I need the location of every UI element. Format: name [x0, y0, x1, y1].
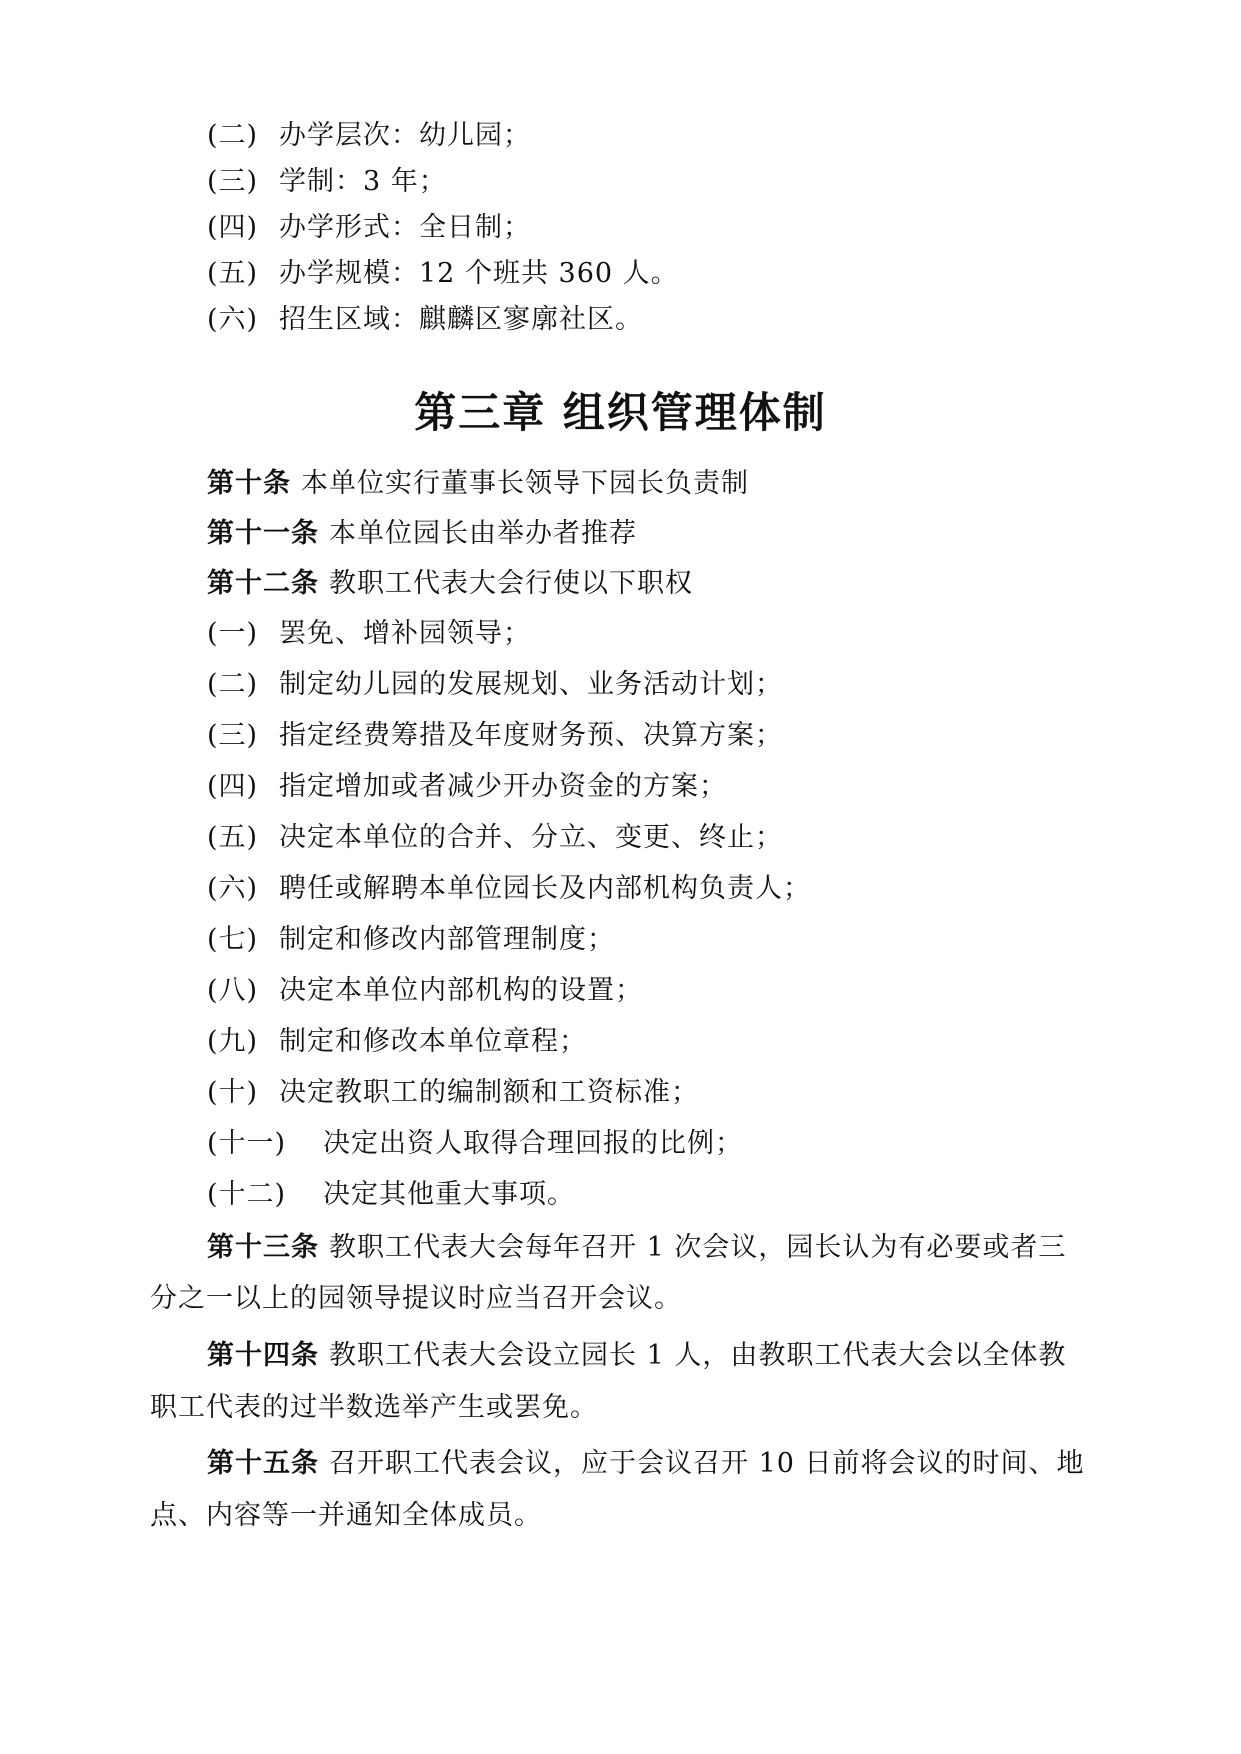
item-number: (十)	[207, 1077, 259, 1108]
list-item	[207, 718, 783, 754]
item-number: (七)	[207, 924, 259, 955]
list-item	[207, 1075, 699, 1111]
item-text: 招生区域：麒麟区寥廓社区。	[279, 304, 643, 335]
article-paragraph	[207, 516, 637, 552]
item-number: (一)	[207, 618, 259, 649]
list-item	[207, 1177, 575, 1213]
item-text: 决定本单位内部机构的设置；	[279, 975, 643, 1006]
list-item	[207, 210, 531, 246]
article-paragraph	[207, 1230, 1066, 1266]
list-item	[207, 164, 447, 200]
item-number: (六)	[207, 304, 259, 335]
article-continuation: 点、内容等一并通知全体成员。	[150, 1500, 542, 1531]
item-text: 决定出资人取得合理回报的比例；	[323, 1128, 743, 1159]
list-item	[207, 871, 811, 907]
article-heading: 第十三条	[207, 1232, 319, 1263]
article-continuation: 职工代表的过半数选举产生或罢免。	[150, 1392, 598, 1423]
article-heading: 第十条	[207, 468, 291, 499]
item-number: (六)	[207, 873, 259, 904]
list-item	[207, 256, 679, 292]
chapter-title: 第三章 组织管理体制	[414, 388, 827, 437]
item-number: (二)	[207, 120, 259, 151]
item-text: 聘任或解聘本单位园长及内部机构负责人；	[279, 873, 811, 904]
item-text: 决定其他重大事项。	[323, 1179, 575, 1210]
item-text: 指定经费筹措及年度财务预、决算方案；	[279, 720, 783, 751]
article-text: 教职工代表大会设立园长 1 人，由教职工代表大会以全体教	[329, 1340, 1067, 1371]
article-heading: 第十二条	[207, 568, 319, 599]
item-number: (五)	[207, 258, 259, 289]
list-item	[207, 769, 727, 805]
item-text: 决定本单位的合并、分立、变更、终止；	[279, 822, 783, 853]
article-heading: 第十五条	[207, 1448, 319, 1479]
item-number: (十一)	[207, 1128, 287, 1159]
article-text: 本单位园长由举办者推荐	[329, 518, 637, 549]
item-number: (九)	[207, 1026, 259, 1057]
item-number: (八)	[207, 975, 259, 1006]
article-continuation: 分之一以上的园领导提议时应当召开会议。	[150, 1283, 682, 1314]
article-text: 召开职工代表会议，应于会议召开 10 日前将会议的时间、地	[329, 1448, 1085, 1479]
list-item	[207, 302, 643, 338]
item-text: 办学层次：幼儿园；	[279, 120, 531, 151]
article-paragraph	[207, 1338, 1066, 1374]
item-text: 学制：3 年；	[279, 166, 447, 197]
item-text: 制定和修改内部管理制度；	[279, 924, 615, 955]
item-text: 决定教职工的编制额和工资标准；	[279, 1077, 699, 1108]
article-text: 本单位实行董事长领导下园长负责制	[301, 468, 749, 499]
article-paragraph	[207, 566, 693, 602]
item-text: 制定幼儿园的发展规划、业务活动计划；	[279, 669, 783, 700]
item-text: 办学形式：全日制；	[279, 212, 531, 243]
item-number: (四)	[207, 212, 259, 243]
item-number: (二)	[207, 669, 259, 700]
item-text: 罢免、增补园领导；	[279, 618, 531, 649]
item-number: (三)	[207, 166, 259, 197]
article-paragraph	[207, 1446, 1085, 1482]
article-heading: 第十一条	[207, 518, 319, 549]
item-text: 制定和修改本单位章程；	[279, 1026, 587, 1057]
item-text: 指定增加或者减少开办资金的方案；	[279, 771, 727, 802]
list-item	[207, 1024, 587, 1060]
list-item	[207, 616, 531, 652]
item-number: (五)	[207, 822, 259, 853]
article-heading: 第十四条	[207, 1340, 319, 1371]
list-item	[207, 667, 783, 703]
item-number: (四)	[207, 771, 259, 802]
item-number: (十二)	[207, 1179, 287, 1210]
list-item	[207, 922, 615, 958]
item-text: 办学规模：12 个班共 360 人。	[279, 258, 679, 289]
article-text: 教职工代表大会每年召开 1 次会议，园长认为有必要或者三	[329, 1232, 1067, 1263]
list-item	[207, 1126, 743, 1162]
item-number: (三)	[207, 720, 259, 751]
list-item	[207, 973, 643, 1009]
article-paragraph	[207, 466, 749, 502]
article-text: 教职工代表大会行使以下职权	[329, 568, 693, 599]
list-item	[207, 820, 783, 856]
list-item	[207, 118, 531, 154]
